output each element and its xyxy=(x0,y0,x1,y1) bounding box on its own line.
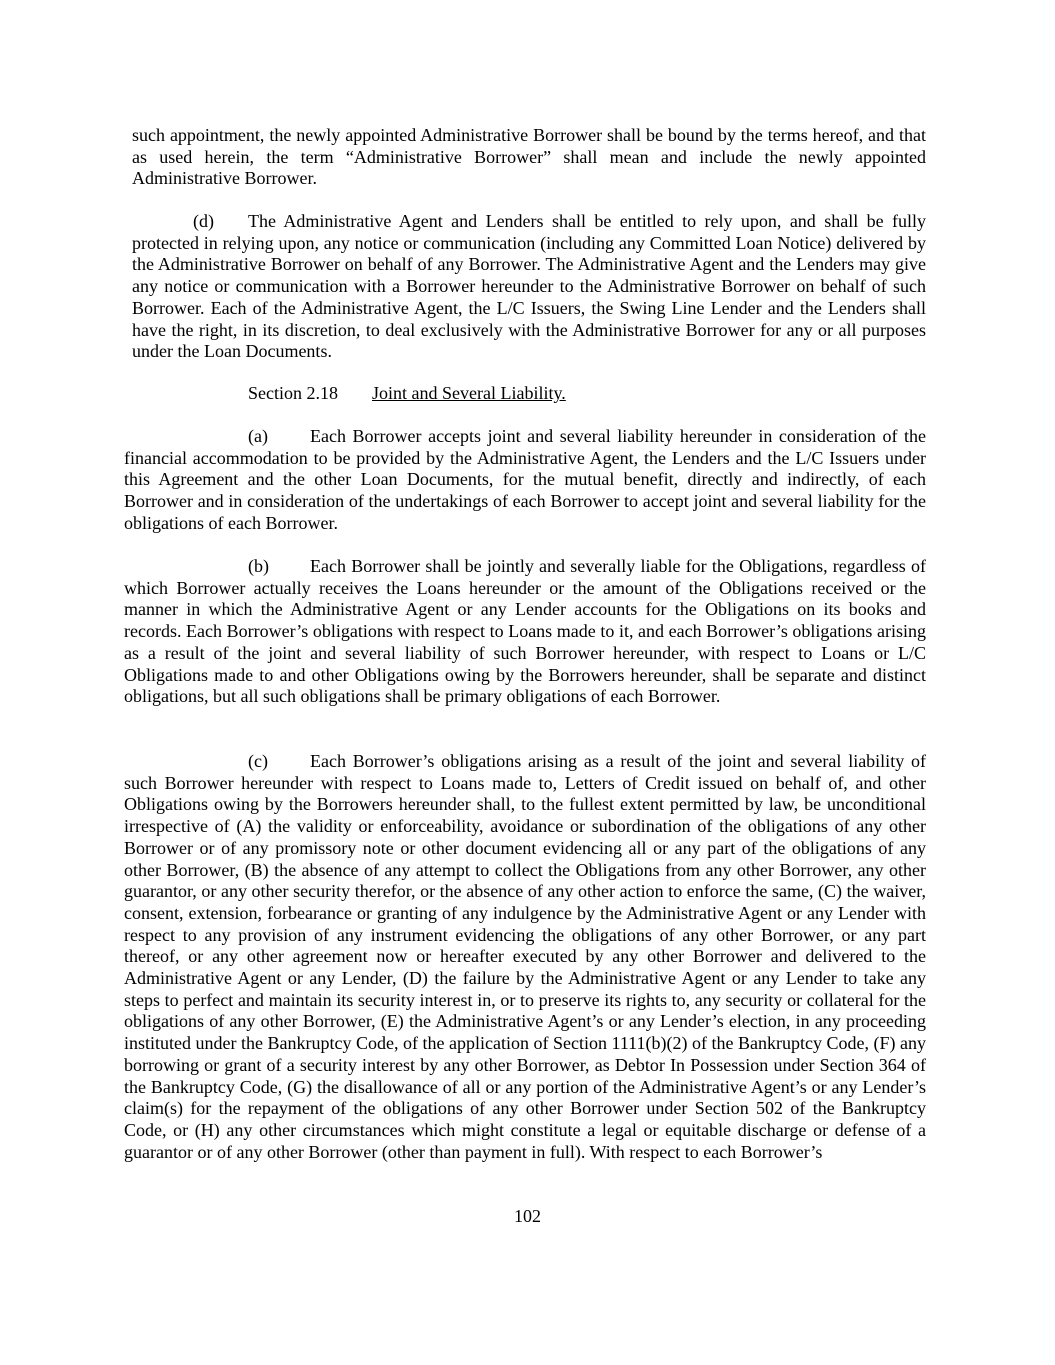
paragraph-b-text: Each Borrower shall be jointly and severally liable for the Obligations, regardless of which Borrower actually receives the Loans hereunder or the amount of the Obligations received or the manner in which the Administrative Agent or any Lender accounts for the Obligations on its books and records. Each Borrower’s obligations with respect to Loans made to it, and each Borrower’s obligations arising as a result of the joint and several liability of such Borrower hereunder, with respect to Loans or L/C Obligations made to and other Obligations owing by the Borrowers hereunder, shall be separate and distinct obligations, but all such obligations shall be primary obligations of each Borrower. xyxy=(124,556,926,707)
page-number: 102 xyxy=(514,1206,541,1226)
paragraph-c-label: (c) xyxy=(248,751,268,771)
paragraph-d xyxy=(132,211,926,363)
paragraph-b-label: (b) xyxy=(248,556,269,576)
section-heading xyxy=(248,383,566,405)
paragraph-c xyxy=(124,751,926,1163)
paragraph-a-text: Each Borrower accepts joint and several liability hereunder in consideration of the financial accommodation to be provided by the Administrative Agent, the Lenders and the L/C Issuers under this Agreement and the other Loan Documents, for the mutual benefit, directly and indirectly, of each Borrower and in consideration of the undertakings of each Borrower to accept joint and several liability for the obligations of each Borrower. xyxy=(124,426,926,533)
continuation-paragraph: such appointment, the newly appointed Administrative Borrower shall be bound by the terms hereof, and that as used herein, the term “Administrative Borrower” shall mean and include the newly appointed Administrative Borrower. xyxy=(132,125,926,189)
paragraph-b xyxy=(124,556,926,708)
paragraph-c-text: Each Borrower’s obligations arising as a result of the joint and several liability of such Borrower hereunder with respect to Loans made to, Letters of Credit issued on behalf of, and other Obligations owing by the Borrowers hereunder shall, to the fullest extent permitted by law, be unconditional irrespective of (A) the validity or enforceability, avoidance or subordination of the obligations of any other Borrower or of any promissory note or other document evidencing all or any part of the obligations of any other Borrower, (B) the absence of any attempt to collect the Obligations from any other Borrower, any other guarantor, or any other security therefor, or the absence of any other action to enforce the same, (C) the waiver, consent, extension, forbearance or granting of any indulgence by the Administrative Agent or any Lender with respect to any provision of any instrument evidencing the obligations of any other Borrower, or any part thereof, or any other agreement now or hereafter executed by any other Borrower and delivered to the Administrative Agent or any Lender, (D) the failure by the Administrative Agent or any Lender to take any steps to perfect and maintain its security interest in, or to preserve its rights to, any security or collateral for the obligations of any other Borrower, (E) the Administrative Agent’s or any Lender’s election, in any proceeding instituted under the Bankruptcy Code, of the application of Section 1111(b)(2) of the Bankruptcy Code, (F) any borrowing or grant of a security interest by any other Borrower, as Debtor In Possession under Section 364 of the Bankruptcy Code, (G) the disallowance of all or any portion of the Administrative Agent’s or any Lender’s claim(s) for the repayment of the obligations of any other Borrower under Section 502 of the Bankruptcy Code, or (H) any other circumstances which might constitute a legal or equitable discharge or defense of a guarantor or of any other Borrower (other than payment in full). With respect to each Borrower’s xyxy=(124,751,926,1162)
paragraph-d-text: The Administrative Agent and Lenders shall be entitled to rely upon, and shall be fully protected in relying upon, any notice or communication (including any Committed Loan Notice) delivered by the Administrative Borrower on behalf of any Borrower. The Administrative Agent and the Lenders may give any notice or communication with a Borrower hereunder to the Administrative Borrower on behalf of such Borrower. Each of the Administrative Agent, the L/C Issuers, the Swing Line Lender and the Lenders shall have the right, in its discretion, to deal exclusively with the Administrative Borrower for any or all purposes under the Loan Documents. xyxy=(132,211,926,362)
section-title: Joint and Several Liability. xyxy=(372,383,566,403)
paragraph-a-label: (a) xyxy=(248,426,268,446)
paragraph-d-label: (d) xyxy=(193,211,214,231)
paragraph-a xyxy=(124,426,926,535)
section-number: Section 2.18 xyxy=(248,383,338,403)
